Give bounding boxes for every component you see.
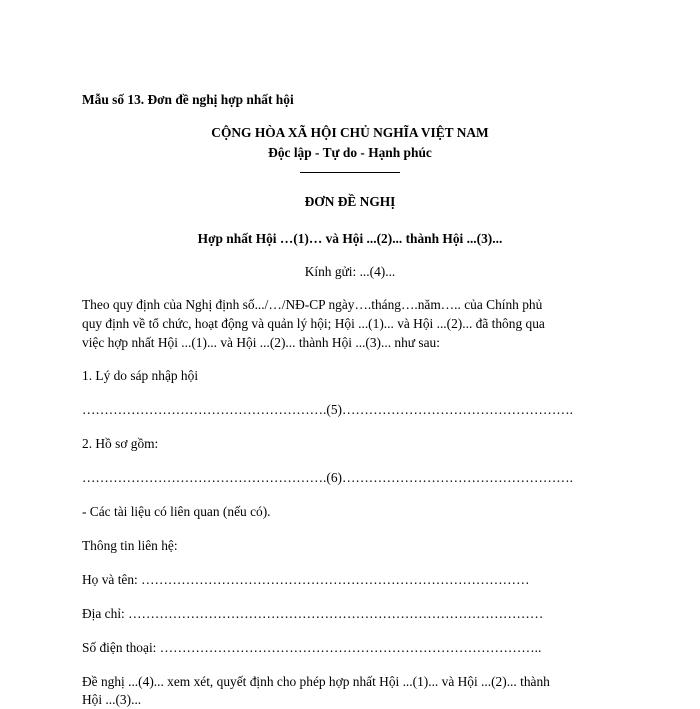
- closing-line-2: Hội ...(3)...: [82, 692, 142, 707]
- document-title: ĐƠN ĐỀ NGHỊ: [304, 194, 396, 209]
- section2-fill-line: ……………………………………………….(6)…………………………………………….: [82, 470, 573, 485]
- section1-fill-line: ……………………………………………….(5)…………………………………………….: [82, 402, 573, 417]
- form-title: Mẫu số 13. Đơn đề nghị hợp nhất hội: [82, 92, 294, 107]
- section1-heading: 1. Lý do sáp nhập hội: [82, 368, 199, 383]
- section2-heading: 2. Hồ sơ gồm:: [82, 436, 159, 451]
- attachments-note: - Các tài liệu có liên quan (nếu có).: [82, 504, 271, 519]
- contact-address-line: Địa chỉ: …………………………………………………………………………………: [82, 606, 544, 621]
- intro-line-1: Theo quy định của Nghị định số.../…/NĐ-CP ngày….tháng….năm….. của Chính phủ: [82, 297, 543, 312]
- document-subject: Hợp nhất Hội …(1)… và Hội ...(2)... thành Hội ...(3)...: [197, 231, 503, 246]
- contact-name-line: Họ và tên: ……………………………………………………………………………: [82, 572, 530, 587]
- country-header: CỘNG HÒA XÃ HỘI CHỦ NGHĨA VIỆT NAM: [211, 125, 489, 140]
- header-divider: [300, 172, 400, 173]
- contact-heading: Thông tin liên hệ:: [82, 538, 178, 553]
- recipient: Kính gửi: ...(4)...: [304, 264, 396, 279]
- motto: Độc lập - Tự do - Hạnh phúc: [268, 145, 432, 160]
- intro-line-3: việc hợp nhất Hội ...(1)... và Hội ...(2)... thành Hội ...(3)... như sau:: [82, 335, 440, 350]
- closing-line-1: Đề nghị ...(4)... xem xét, quyết định cho phép hợp nhất Hội ...(1)... và Hội ...(2)... thành: [82, 674, 550, 689]
- intro-line-2: quy định về tổ chức, hoạt động và quản lý hội; Hội ...(1)... và Hội ...(2)... đã thông qua: [82, 316, 545, 331]
- contact-phone-line: Số điện thoại: …………………………………………………………………………..: [82, 640, 542, 655]
